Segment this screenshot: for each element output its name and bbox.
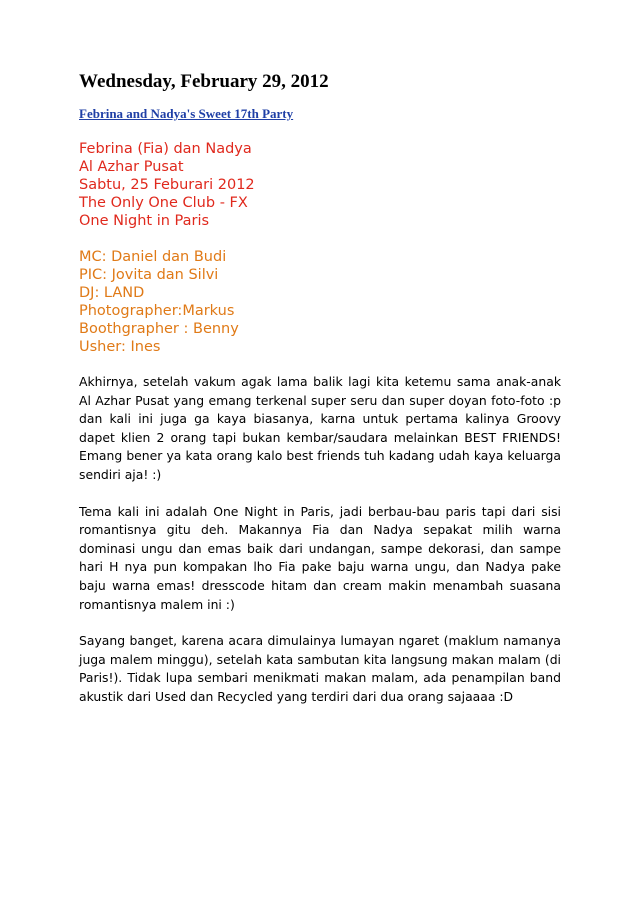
event-info-line: Al Azhar Pusat xyxy=(79,159,184,175)
event-info xyxy=(79,140,561,230)
crew-line: MC: Daniel dan Budi xyxy=(79,249,227,265)
event-info-line: Sabtu, 25 Feburari 2012 xyxy=(79,177,255,193)
post-date: Wednesday, February 29, 2012 xyxy=(79,71,329,92)
event-info-line: One Night in Paris xyxy=(79,213,210,229)
crew-line: Usher: Ines xyxy=(79,339,161,355)
post-title-link[interactable]: Febrina and Nadya's Sweet 17th Party xyxy=(79,106,294,121)
body-paragraph: Tema kali ini adalah One Night in Paris, jadi berbau-bau paris tapi dari sisi romantisnya gitu deh. Makannya Fia dan Nadya sepakat milih warna dominasi ungu dan emas baik dari undangan, sampe dekorasi, dan sampe hari H nya pun kompakan lho Fia pake baju warna ungu, dan Nadya pake baju warna emas! dresscode hitam dan cream makin menambah suasana romantisnya malem ini :) xyxy=(79,503,561,612)
crew-line: DJ: LAND xyxy=(79,285,145,301)
event-info-line: The Only One Club - FX xyxy=(79,195,248,211)
crew-line: PIC: Jovita dan Silvi xyxy=(79,267,219,283)
event-info-line: Febrina (Fia) dan Nadya xyxy=(79,141,252,157)
crew-line: Photographer:Markus xyxy=(79,303,235,319)
blog-post xyxy=(79,70,561,707)
body-paragraph: Akhirnya, setelah vakum agak lama balik lagi kita ketemu sama anak-anak Al Azhar Pusat yang emang terkenal super seru dan super doyan foto-foto :p dan kali ini juga ga kaya biasanya, karna untuk pertama kalinya Groovy dapet klien 2 orang tapi bukan kembar/saudara melainkan BEST FRIENDS! Emang bener ya kata orang kalo best friends tuh kadang udah kaya keluarga sendiri aja! :) xyxy=(79,374,561,482)
crew-list xyxy=(79,248,561,356)
crew-line: Boothgrapher : Benny xyxy=(79,321,239,337)
body-paragraph: Sayang banget, karena acara dimulainya lumayan ngaret (maklum namanya juga malem minggu), setelah kata sambutan kita langsung makan malam (di Paris!). Tidak lupa sembari menikmati makan malam, ada penampilan band akustik dari Used dan Recycled yang terdiri dari dua orang sajaaaa :D xyxy=(79,633,561,704)
